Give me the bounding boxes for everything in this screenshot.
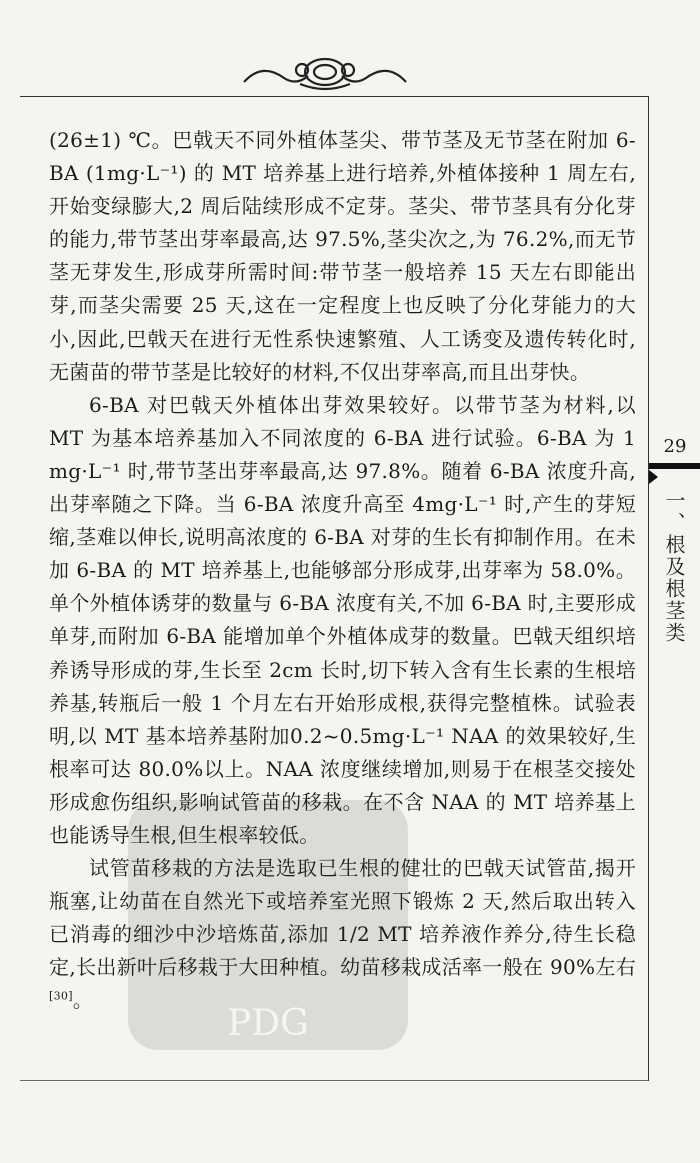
paragraph-2: 6-BA 对巴戟天外植体出芽效果较好。以带节茎为材料,以 MT 为基本培养基加入不同浓度的 6-BA 进行试验。6-BA 为 1 mg·L⁻¹ 时,带节茎出芽率最高,达 97.8%。随着 6-BA 浓度升高,出芽率随之下降。当 6-BA 浓度升高至 4mg·L⁻¹ 时,产生的芽短缩,茎难以伸长,说明高浓度的 6-BA 对芽的生长有抑制作用。在未加 6-BA 的 MT 培养基上,也能够部分形成芽,出芽率为 58.0%。单个外植体诱芽的数量与 6-BA 浓度有关,不加 6-BA 时,主要形成单芽,而附加 6-BA 能增加单个外植体成芽的数量。巴戟天组织培养诱导形成的芽,生长至 2cm 长时,切下转入含有生长素的生根培养基,转瓶后一般 1 个月左右开始形成根,获得完整植株。试验表明,以 MT 基本培养基附加0.2~0.5mg·L⁻¹ NAA 的效果较好,生根率可达 80.0%以上。NAA 浓度继续增加,则易于在根茎交接处形成愈伤组织,影响试管苗的移栽。在不含 NAA 的 MT 培养基上也能诱导生根,但生根率较低。 <box>49 392 636 847</box>
paragraph-3-end: 。 <box>72 988 94 1013</box>
body-text <box>49 124 636 1018</box>
citation-ref: [30] <box>49 989 73 1003</box>
watermark-text: PDG <box>227 1003 309 1044</box>
section-tab-bar <box>649 463 700 469</box>
header-ornament <box>240 52 410 92</box>
paragraph-1: (26±1) ℃。巴戟天不同外植体茎尖、带节茎及无节茎在附加 6-BA (1mg·L⁻¹) 的 MT 培养基上进行培养,外植体接种 1 周左右,开始变绿膨大,2 周后陆续形成不定芽。茎尖、带节茎具有分化芽的能力,带节茎出芽率最高,达 97.5%,茎尖次之,为 76.2%,而无节茎无芽发生,形成芽所需时间:带节茎一般培养 15 天左右即能出芽,而茎尖需要 25 天,这在一定程度上也反映了分化芽能力的大小,因此,巴戟天在进行无性系快速繁殖、人工诱变及遗传转化时,无菌苗的带节茎是比较好的材料,不仅出芽率高,而且出芽快。 <box>49 128 636 384</box>
page-number: 29 <box>663 436 687 457</box>
section-title: 一、根及根茎类 <box>662 490 686 644</box>
paragraph-3-text: 试管苗移栽的方法是选取已生根的健壮的巴戟天试管苗,揭开瓶塞,让幼苗在自然光下或培养室光照下锻炼 2 天,然后取出转入已消毒的细沙中沙培炼苗,添加 1/2 MT 培养液作养分,待生长稳定,长出新叶后移栽于大田种植。幼苗移栽成活率一般在 90%左右 <box>49 856 636 980</box>
paragraph-3 <box>49 852 636 1017</box>
header-rule <box>20 96 648 97</box>
footer-rule <box>20 1080 648 1081</box>
section-tab-arrow <box>649 470 658 484</box>
side-margin-rule <box>648 96 649 1081</box>
